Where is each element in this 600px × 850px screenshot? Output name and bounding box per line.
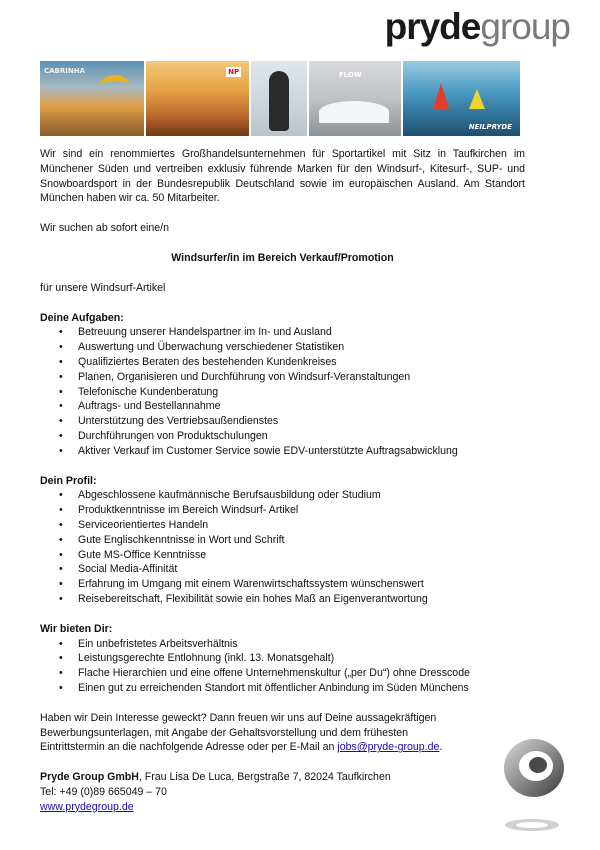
profile-heading: Dein Profil: bbox=[40, 474, 97, 487]
list-item: • Planen, Organisieren und Durchführung von Windsurf-Veranstaltungen bbox=[59, 370, 411, 383]
bullet: • bbox=[59, 355, 63, 368]
list-item: • Flache Hierarchien und eine offene Unternehmenskultur („per Du“) ohne Dresscode bbox=[59, 667, 470, 680]
banner-wetsuit-image bbox=[251, 61, 307, 136]
brand-banner bbox=[40, 61, 520, 136]
list-item: • Gute MS-Office Kenntnisse bbox=[59, 548, 207, 561]
list-item: • Reisebereitschaft, Flexibilität sowie ein hohes Maß an Eigenverantwortung bbox=[59, 592, 428, 605]
bullet: • bbox=[59, 637, 63, 650]
closing-paragraph bbox=[40, 711, 460, 755]
banner-snowboard-image bbox=[309, 61, 401, 136]
email-link[interactable]: jobs@pryde-group.de bbox=[337, 741, 440, 754]
bullet: • bbox=[59, 667, 63, 680]
list-item: • Abgeschlossene kaufmännische Berufsausbildung oder Studium bbox=[59, 489, 381, 502]
sub-line: für unsere Windsurf-Artikel bbox=[40, 281, 166, 294]
kite-shape bbox=[100, 75, 130, 97]
profile-list bbox=[40, 488, 525, 606]
list-item: • Produktkenntnisse im Bereich Windsurf- Artikel bbox=[59, 504, 299, 517]
intro-paragraph: Wir sind ein renommiertes Großhandelsunternehmen für Sportartikel mit Sitz in Taufkirchen im Münchener Süden und vertreiben exklusiv führende Marken für den Windsurf-, Kitesurf-, SUP- und Snowboardsport in der Bundesrepublik Deutschland sowie im europäischen Ausland. Am Standort München haben wir ca. 50 Mitarbeiter. bbox=[40, 148, 525, 205]
closing-text: Haben wir Dein Interesse geweckt? Dann freuen wir uns auf Deine aussagekräftigen Bewerbungsunterlagen, mit Angabe der Gehaltsvorstellung und dem frühesten Eintrittstermin an die nachfolgende Adresse oder per E-Mail an bbox=[40, 711, 437, 754]
list-item: • Gute Englischkenntnisse in Wort und Schrift bbox=[59, 533, 285, 546]
company-name: Pryde Group GmbH bbox=[40, 771, 139, 784]
list-item: • Leistungsgerechte Entlohnung (inkl. 13. Monatsgehalt) bbox=[59, 652, 335, 665]
list-item: • Qualifiziertes Beraten des bestehenden Kundenkreises bbox=[59, 355, 337, 368]
brand-label: NP bbox=[228, 68, 240, 76]
bullet: • bbox=[59, 326, 63, 339]
list-item: • Ein unbefristetes Arbeitsverhältnis bbox=[59, 637, 238, 650]
bullet: • bbox=[59, 341, 63, 354]
banner-windsurf-image bbox=[403, 61, 521, 136]
job-title: Windsurfer/in im Bereich Verkauf/Promotion bbox=[171, 251, 394, 264]
list-item: • Auswertung und Überwachung verschiedener Statistiken bbox=[59, 341, 345, 354]
list-item: • Erfahrung im Umgang mit einem Warenwirtschaftssystem wünschenswert bbox=[59, 578, 424, 591]
banner-kitesurf-image bbox=[40, 61, 144, 136]
sail-shape bbox=[433, 83, 449, 109]
list-item: • Telefonische Kundenberatung bbox=[59, 385, 219, 398]
logo-bold-text: pryde bbox=[384, 6, 481, 47]
bullet: • bbox=[59, 681, 63, 694]
job-posting bbox=[40, 147, 525, 814]
bullet: • bbox=[59, 533, 63, 546]
bullet: • bbox=[59, 489, 63, 502]
list-item: • Betreuung unserer Handelspartner im In- und Ausland bbox=[59, 326, 332, 339]
search-line: Wir suchen ab sofort eine/n bbox=[40, 222, 169, 235]
closing-end: . bbox=[439, 741, 443, 754]
list-item: • Aktiver Verkauf im Customer Service sowie EDV-unterstützte Auftragsabwicklung bbox=[59, 444, 458, 457]
bullet: • bbox=[59, 370, 63, 383]
offer-list bbox=[40, 637, 525, 696]
list-item: • Unterstützung des Vertriebsaußendienstes bbox=[59, 415, 279, 428]
company-logo bbox=[385, 8, 570, 45]
contact-address bbox=[40, 770, 525, 785]
bullet: • bbox=[59, 385, 63, 398]
tasks-list bbox=[40, 325, 525, 458]
bullet: • bbox=[59, 578, 63, 591]
logo-light-text: group bbox=[480, 6, 570, 47]
list-item: • Serviceorientiertes Handeln bbox=[59, 518, 209, 531]
bullet: • bbox=[59, 592, 63, 605]
list-item: • Social Media-Affinität bbox=[59, 563, 178, 576]
snow-spray-shape bbox=[319, 101, 389, 123]
bullet: • bbox=[59, 548, 63, 561]
list-item: • Auftrags- und Bestellannahme bbox=[59, 400, 221, 413]
offer-heading: Wir bieten Dir: bbox=[40, 622, 113, 635]
bullet: • bbox=[59, 444, 63, 457]
brand-label: FLOW bbox=[338, 71, 362, 79]
brand-label: CABRINHA bbox=[44, 67, 86, 75]
bullet: • bbox=[59, 504, 63, 517]
bullet: • bbox=[59, 400, 63, 413]
bullet: • bbox=[59, 563, 63, 576]
sail-shape bbox=[469, 89, 485, 109]
list-item: • Einen gut zu erreichenden Standort mit öffentlicher Anbindung im Süden Münchens bbox=[59, 681, 469, 694]
banner-sunset-image bbox=[146, 61, 250, 136]
brand-label: NEILPRYDE bbox=[468, 123, 512, 131]
bullet: • bbox=[59, 429, 63, 442]
bullet: • bbox=[59, 652, 63, 665]
emblem-reflection-icon bbox=[504, 818, 560, 832]
bullet: • bbox=[59, 415, 63, 428]
website-link[interactable]: www.prydegroup.de bbox=[40, 800, 134, 813]
contact-phone: Tel: +49 (0)89 665049 – 70 bbox=[40, 785, 167, 798]
contact-details: , Frau Lisa De Luca, Bergstraße 7, 82024 Taufkirchen bbox=[138, 771, 391, 784]
list-item: • Durchführungen von Produktschulungen bbox=[59, 429, 268, 442]
tasks-heading: Deine Aufgaben: bbox=[40, 311, 124, 324]
bullet: • bbox=[59, 518, 63, 531]
pryde-emblem-icon bbox=[502, 736, 566, 800]
person-figure bbox=[269, 71, 289, 131]
